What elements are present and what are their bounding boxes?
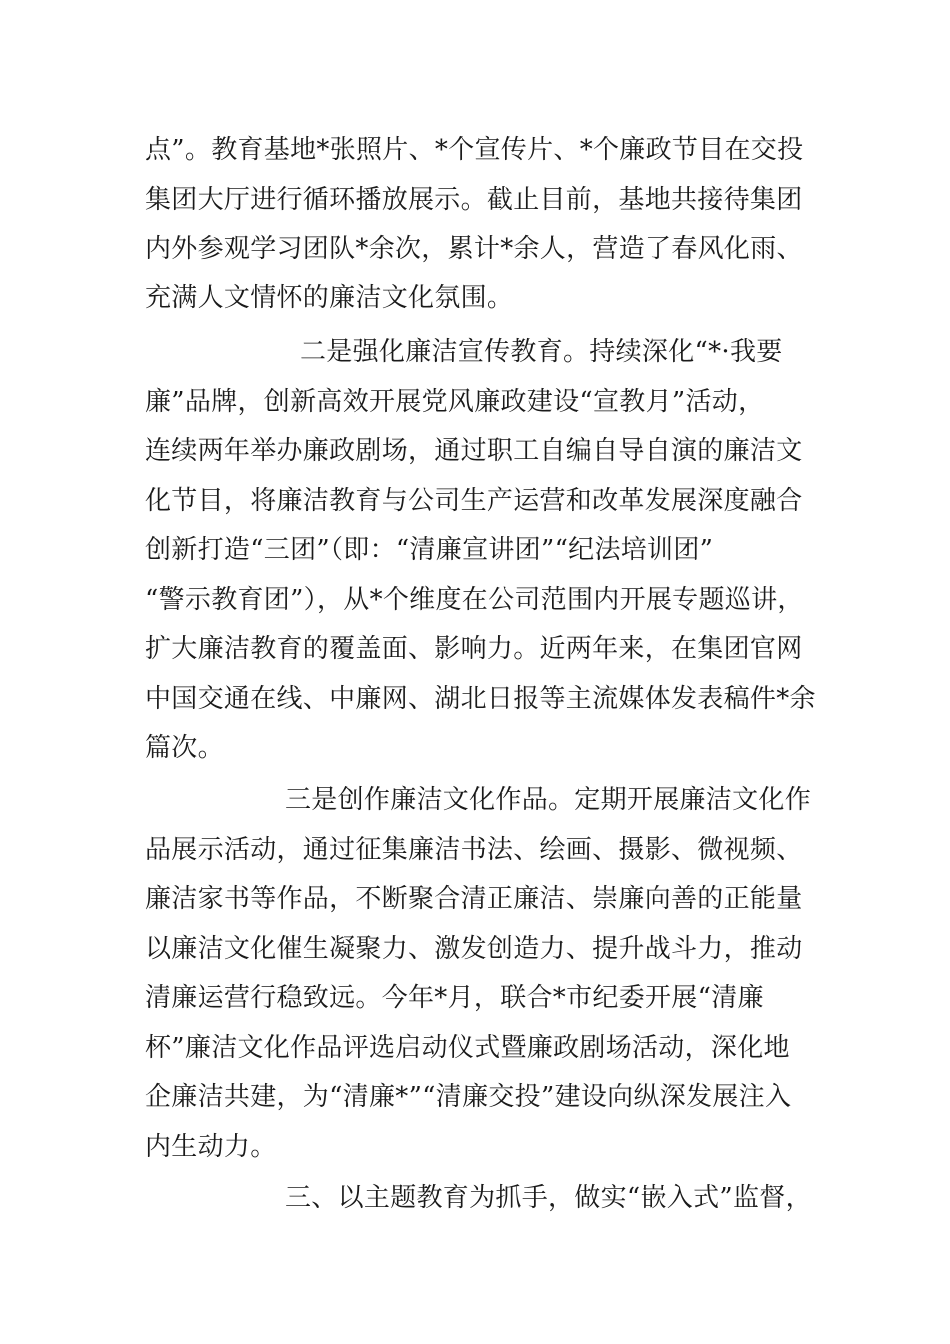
paragraph-line: 集团大厅进行循环播放展示。截止目前，基地共接待集团 bbox=[145, 185, 803, 215]
paragraph-line: 篇次。 bbox=[145, 733, 224, 763]
paragraph-line: 内生动力。 bbox=[145, 1132, 277, 1162]
paragraph-line: 扩大廉洁教育的覆盖面、影响力。近两年来，在集团官网 bbox=[145, 634, 803, 664]
paragraph-line: 廉”品牌，创新高效开展党风廉政建设“宣教月”活动， bbox=[145, 387, 765, 417]
paragraph-line: 化节目，将廉洁教育与公司生产运营和改革发展深度融合 bbox=[145, 486, 803, 516]
paragraph-line: 二是强化廉洁宣传教育。持续深化“*·我要 bbox=[300, 337, 783, 367]
paragraph-line: 品展示活动，通过征集廉洁书法、绘画、摄影、微视频、 bbox=[145, 835, 803, 865]
paragraph-line: 点”。教育基地*张照片、*个宣传片、*个廉政节目在交投 bbox=[145, 135, 804, 165]
paragraph-line: 内外参观学习团队*余次，累计*余人，营造了春风化雨、 bbox=[145, 234, 803, 264]
paragraph-line: “警示教育团”），从*个维度在公司范围内开展专题巡讲， bbox=[145, 585, 804, 615]
paragraph-line: 充满人文情怀的廉洁文化氛围。 bbox=[145, 283, 514, 313]
paragraph-line: 以廉洁文化催生凝聚力、激发创造力、提升战斗力，推动 bbox=[145, 934, 803, 964]
paragraph-line: 企廉洁共建，为“清廉*”“清廉交投”建设向纵深发展注入 bbox=[145, 1082, 792, 1112]
paragraph-line: 廉洁家书等作品，不断聚合清正廉洁、崇廉向善的正能量 bbox=[145, 884, 803, 914]
paragraph-line: 清廉运营行稳致远。今年*月，联合*市纪委开展“清廉 bbox=[145, 983, 764, 1013]
paragraph-line: 杯”廉洁文化作品评选启动仪式暨廉政剧场活动，深化地 bbox=[145, 1033, 790, 1063]
paragraph-line: 三是创作廉洁文化作品。定期开展廉洁文化作 bbox=[285, 785, 812, 815]
section-heading: 三、以主题教育为抓手，做实“嵌入式”监督， bbox=[285, 1183, 812, 1213]
paragraph-line: 创新打造“三团”（即：“清廉宣讲团”“纪法培训团” bbox=[145, 535, 714, 565]
paragraph-line: 中国交通在线、中廉网、湖北日报等主流媒体发表稿件*余 bbox=[145, 684, 816, 714]
paragraph-line: 连续两年举办廉政剧场，通过职工自编自导自演的廉洁文 bbox=[145, 436, 803, 466]
